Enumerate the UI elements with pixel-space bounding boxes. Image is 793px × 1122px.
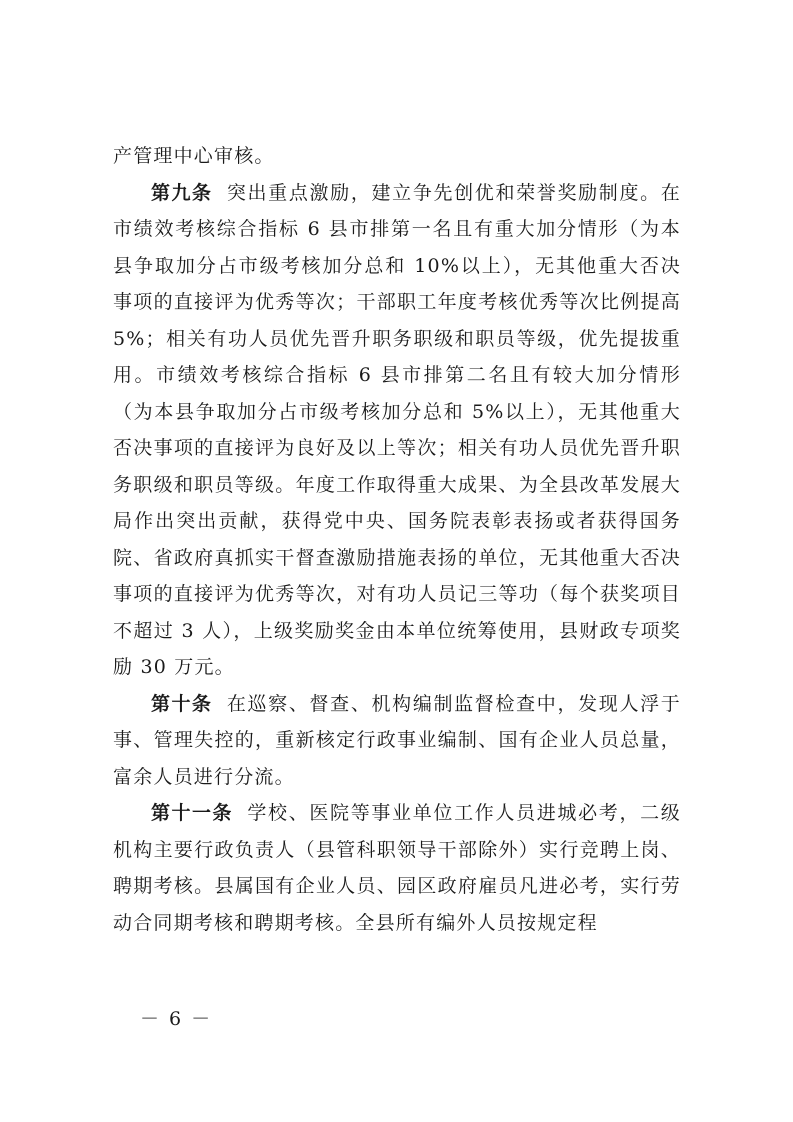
article-heading: 第十一条 <box>151 802 233 824</box>
article-text: 学校、医院等事业单位工作人员进城必考，二级机构主要行政负责人（县管科职领导干部除外）实行竞聘上岗、聘期考核。县属国有企业人员、园区政府雇员凡进必考，实行劳动合同期考核和聘期考核。全县所有编外人员按规定程 <box>113 802 681 934</box>
article-10 <box>113 686 681 796</box>
article-11 <box>113 795 681 941</box>
article-heading: 第十条 <box>151 692 213 715</box>
article-text: 突出重点激励，建立争先创优和荣誉奖励制度。在市绩效考核综合指标 6 县市排第一名且有重大加分情形（为本县争取加分占市级考核加分总和 10%以上），无其他重大否决事项的直接评为优秀等次；干部职工年度考核优秀等次比例提高 5%；相关有功人员优先晋升职务职级和职员等级，优先提拔重用。市绩效考核综合指标 6 县市排第二名且有较大加分情形（为本县争取加分占市级考核加分总和 5%以上），无其他重大否决事项的直接评为良好及以上等次；相关有功人员优先晋升职务职级和职员等级。年度工作取得重大成果、为全县改革发展大局作出突出贡献，获得党中央、国务院表彰表扬或者获得国务院、省政府真抓实干督查激励措施表扬的单位，无其他重大否决事项的直接评为优秀等次，对有功人员记三等功（每个获奖项目不超过 3 人），上级奖励奖金由本单位统筹使用，县财政专项奖励 30 万元。 <box>113 181 681 678</box>
paragraph-continuation <box>113 138 681 175</box>
article-9 <box>113 175 681 686</box>
document-body <box>113 138 681 941</box>
article-heading: 第九条 <box>151 181 213 204</box>
article-text: 在巡察、督查、机构编制监督检查中，发现人浮于事、管理失控的，重新核定行政事业编制、国有企业人员总量，富余人员进行分流。 <box>113 692 681 788</box>
paragraph-text: 产管理中心审核。 <box>113 145 275 167</box>
page-number: － 6 － <box>140 1008 213 1030</box>
